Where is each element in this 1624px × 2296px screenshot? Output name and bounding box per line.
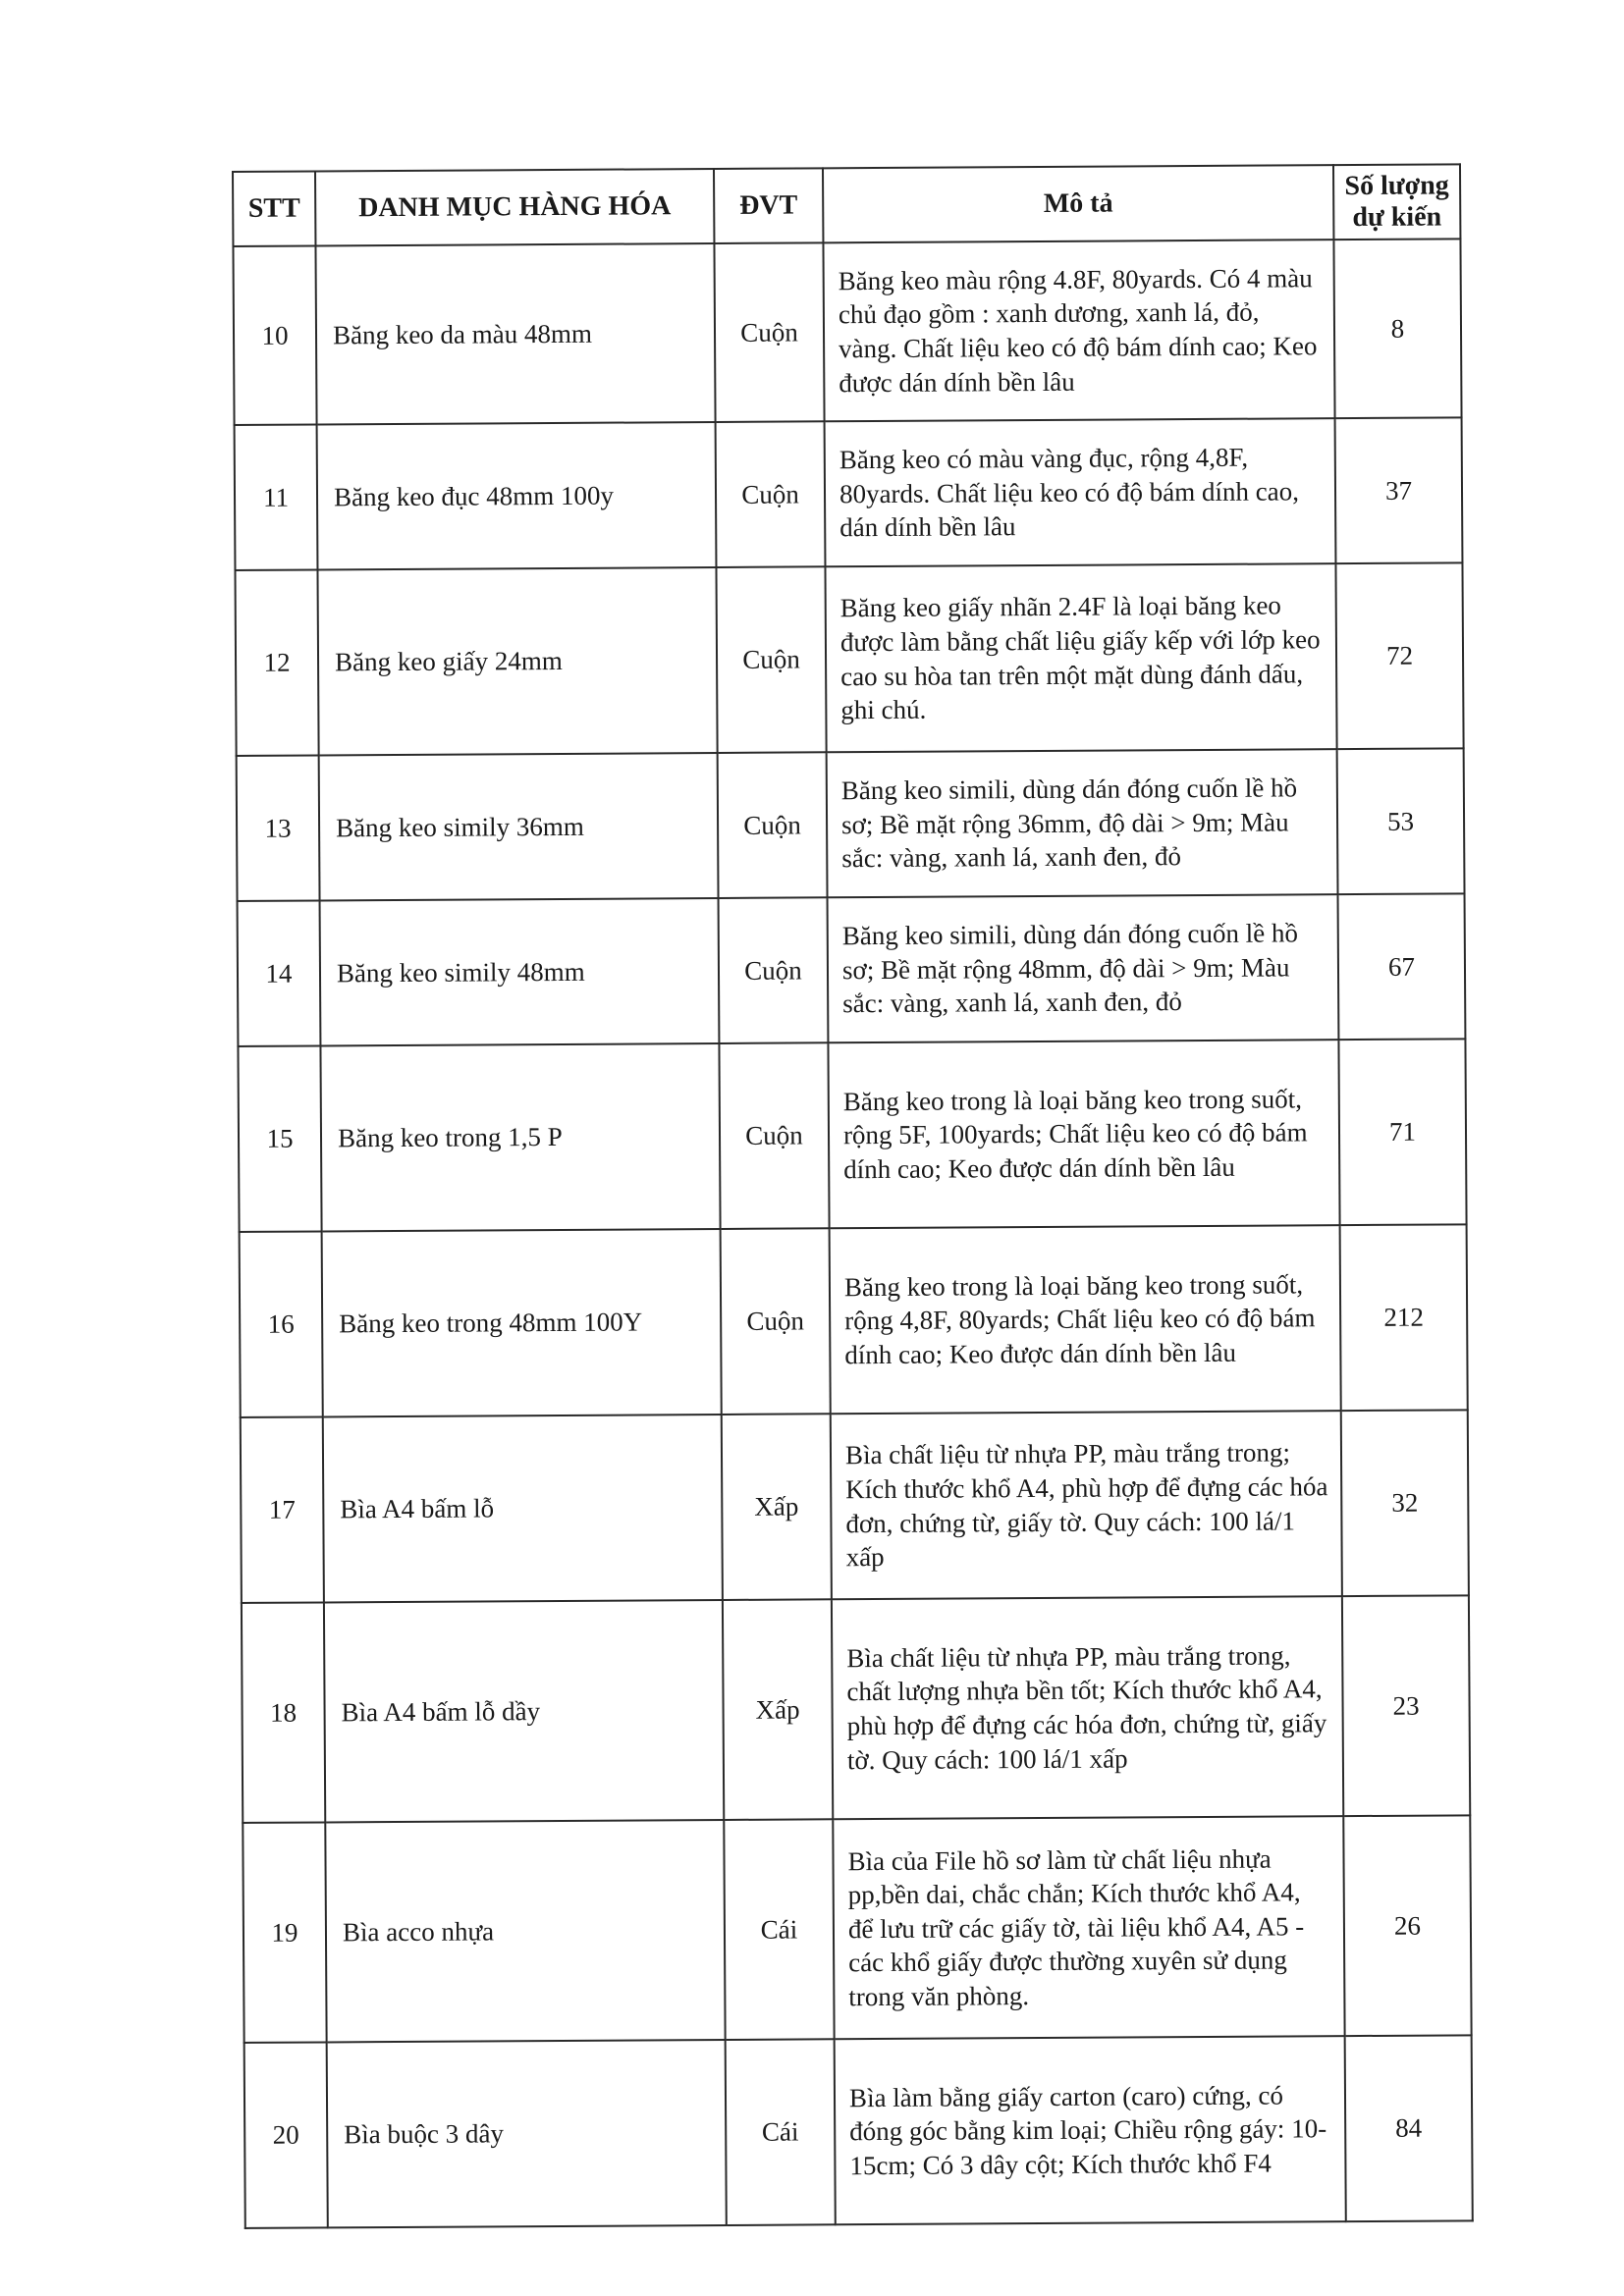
cell-desc: Băng keo trong là loại băng keo trong suốt, rộng 4,8F, 80yards; Chất liệu keo có độ bám dính cao; Keo được dán dính bền lâu — [830, 1225, 1341, 1414]
goods-table — [232, 163, 1474, 2229]
table-row — [233, 239, 1461, 425]
cell-desc: Băng keo simili, dùng dán đóng cuốn lề hồ sơ; Bề mặt rộng 48mm, độ dài > 9m; Màu sắc: vàng, xanh lá, xanh đen, đỏ — [828, 894, 1339, 1042]
cell-name: Băng keo đục 48mm 100y — [317, 422, 717, 569]
table-row — [238, 1039, 1466, 1232]
header-qty-line1: Số lượng — [1344, 170, 1449, 201]
header-name: DANH MỤC HÀNG HÓA — [315, 169, 714, 245]
cell-desc: Băng keo simili, dùng dán đóng cuốn lề hồ sơ; Bề mặt rộng 36mm, độ dài > 9m; Màu sắc: vàng, xanh lá, xanh đen, đỏ — [827, 749, 1338, 897]
cell-name: Băng keo simily 36mm — [319, 753, 719, 900]
cell-name: Băng keo trong 1,5 P — [320, 1043, 720, 1231]
cell-stt: 12 — [235, 569, 318, 756]
cell-desc: Băng keo có màu vàng đục, rộng 4,8F, 80yards. Chất liệu keo có độ bám dính cao, dán dính bền lâu — [825, 418, 1336, 566]
header-stt: STT — [233, 171, 315, 246]
table-header-row — [233, 164, 1460, 246]
header-qty-line2: dự kiến — [1352, 201, 1442, 234]
cell-stt: 15 — [238, 1045, 321, 1232]
cell-dvt: Cuộn — [721, 1228, 831, 1415]
cell-desc: Băng keo giấy nhãn 2.4F là loại băng keo được làm bằng chất liệu giấy kếp với lớp keo cao su hòa tan trên một mặt dùng đánh dấu, ghi chú. — [825, 563, 1336, 752]
cell-stt: 13 — [237, 755, 320, 901]
cell-name: Bìa buộc 3 dây — [327, 2040, 727, 2227]
cell-stt: 18 — [242, 1602, 325, 1823]
cell-stt: 10 — [233, 245, 316, 425]
table-row — [242, 1595, 1470, 1823]
cell-dvt: Xấp — [723, 1599, 833, 1820]
header-qty — [1333, 164, 1460, 240]
cell-dvt: Cuộn — [716, 566, 826, 753]
cell-desc: Bìa chất liệu từ nhựa PP, màu trắng trong; Kích thước khổ A4, phù hợp để đựng các hóa đơn, chứng từ, giấy tờ. Quy cách: 100 lá/1 xấp — [831, 1411, 1342, 1599]
cell-desc: Băng keo trong là loại băng keo trong suốt, rộng 5F, 100yards; Chất liệu keo có độ bám dính cao; Keo được dán dính bền lâu — [828, 1040, 1339, 1228]
table-row — [243, 1815, 1471, 2043]
cell-qty: 8 — [1333, 239, 1461, 418]
cell-stt: 17 — [241, 1416, 324, 1603]
table-row — [237, 748, 1465, 901]
cell-dvt: Cái — [724, 1819, 834, 2040]
cell-dvt: Xấp — [722, 1414, 832, 1600]
cell-name: Bìa A4 bấm lỗ — [323, 1415, 723, 1602]
cell-qty: 32 — [1341, 1410, 1469, 1596]
cell-qty: 71 — [1338, 1039, 1466, 1225]
table-row — [241, 1410, 1469, 1603]
cell-qty: 84 — [1345, 2035, 1473, 2221]
cell-stt: 14 — [238, 900, 321, 1046]
cell-qty: 67 — [1338, 893, 1466, 1040]
cell-stt: 11 — [235, 424, 318, 570]
cell-dvt: Cái — [726, 2039, 836, 2225]
cell-stt: 20 — [244, 2042, 328, 2228]
cell-name: Bìa acco nhựa — [325, 1820, 725, 2042]
cell-desc: Bìa chất liệu từ nhựa PP, màu trắng trong, chất lượng nhựa bền tốt; Kích thước khổ A4, phù hợp để đựng các hóa đơn, chứng từ, giấy tờ. Quy cách: 100 lá/1 xấp — [832, 1596, 1343, 1819]
cell-qty: 37 — [1335, 417, 1463, 563]
table-row — [235, 562, 1463, 756]
cell-qty: 26 — [1343, 1815, 1471, 2036]
cell-name: Băng keo simily 48mm — [320, 898, 720, 1045]
header-desc: Mô tả — [823, 165, 1333, 242]
cell-name: Băng keo giấy 24mm — [317, 567, 717, 755]
cell-stt: 19 — [243, 1822, 326, 2043]
header-dvt: ĐVT — [714, 168, 823, 243]
cell-name: Bìa A4 bấm lỗ dầy — [324, 1600, 724, 1822]
table-row — [238, 893, 1466, 1046]
cell-desc: Bìa làm bằng giấy carton (caro) cứng, có đóng góc bằng kim loại; Chiều rộng gáy: 10-15cm; Có 3 dây cột; Kích thước khổ F4 — [835, 2036, 1346, 2224]
cell-dvt: Cuộn — [716, 421, 826, 567]
cell-dvt: Cuộn — [719, 897, 829, 1043]
table-row — [235, 417, 1463, 570]
cell-qty: 72 — [1335, 562, 1463, 749]
cell-qty: 23 — [1342, 1595, 1470, 1816]
cell-dvt: Cuộn — [719, 1042, 829, 1229]
table-row — [240, 1224, 1468, 1417]
cell-desc: Bìa của File hồ sơ làm từ chất liệu nhựa pp,bền dai, chắc chắn; Kích thước khổ A4, để lưu trữ các giấy tờ, tài liệu khổ A4, A5 - các khổ giấy được thường xuyên sử dụng trong văn phòng. — [833, 1816, 1344, 2039]
cell-qty: 53 — [1337, 748, 1465, 894]
cell-name: Băng keo da màu 48mm — [315, 243, 715, 424]
cell-dvt: Cuộn — [714, 242, 824, 422]
cell-name: Băng keo trong 48mm 100Y — [322, 1229, 722, 1416]
table-row — [244, 2035, 1473, 2228]
cell-desc: Băng keo màu rộng 4.8F, 80yards. Có 4 màu chủ đạo gồm : xanh dương, xanh lá, đỏ, vàng. Chất liệu keo có độ bám dính cao; Keo được dán dính bền lâu — [823, 240, 1334, 421]
cell-stt: 16 — [240, 1231, 323, 1417]
cell-dvt: Cuộn — [718, 752, 828, 898]
cell-qty: 212 — [1340, 1224, 1468, 1411]
